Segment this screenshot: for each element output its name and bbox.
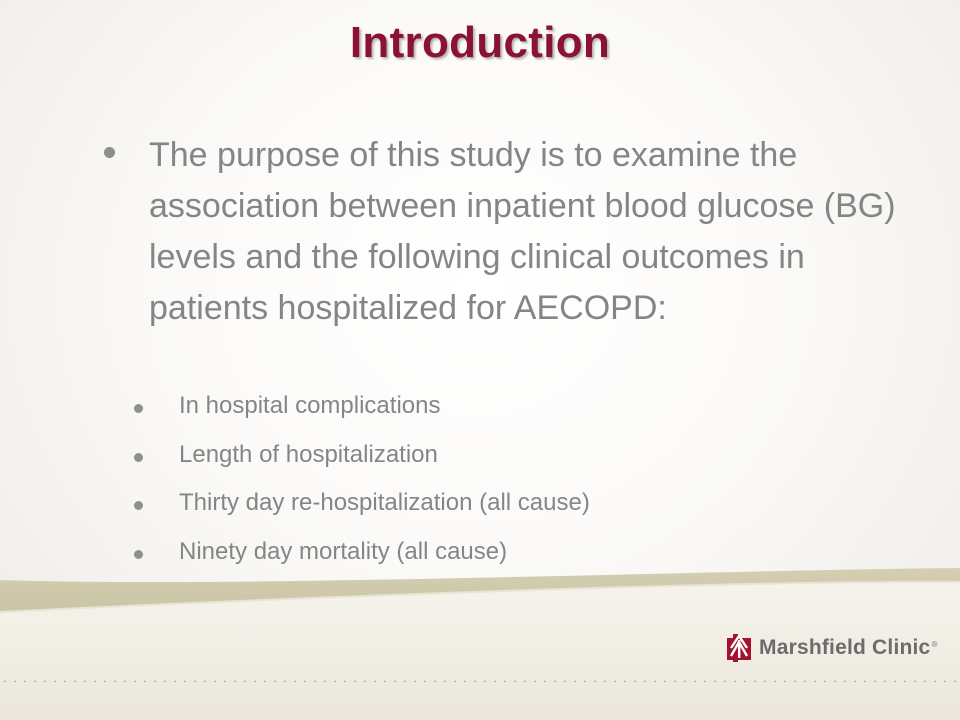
bullet-dot-icon (134, 501, 143, 510)
sub-bullet-text: Length of hospitalization (179, 440, 438, 468)
sub-bullet-item (134, 388, 894, 437)
logo-text: Marshfield Clinic (759, 636, 931, 659)
main-bullet (104, 130, 924, 334)
registered-mark: ® (931, 640, 938, 649)
sub-bullet-item (134, 437, 894, 486)
sub-bullet-list (134, 388, 894, 582)
marshfield-clinic-logo (727, 634, 937, 662)
sub-bullet-text: Thirty day re-hospitalization (all cause) (179, 489, 590, 516)
sub-bullet-item (134, 485, 894, 534)
bullet-dot-icon (134, 453, 143, 462)
dotted-divider (0, 680, 960, 682)
sub-bullet-text: In hospital complications (179, 392, 441, 419)
bullet-dot-icon (134, 550, 143, 559)
bullet-dot-icon (134, 404, 143, 413)
main-bullet-text: The purpose of this study is to examine the association between inpatient blood glucose (BG) levels and the following clinical outcomes in patients hospitalized for AECOPD: (149, 136, 896, 327)
bullet-dot-icon (104, 147, 115, 158)
slide-title: Introduction (349, 18, 611, 67)
sub-bullet-text: Ninety day mortality (all cause) (179, 537, 508, 565)
marshfield-clinic-logo-icon (727, 634, 751, 662)
